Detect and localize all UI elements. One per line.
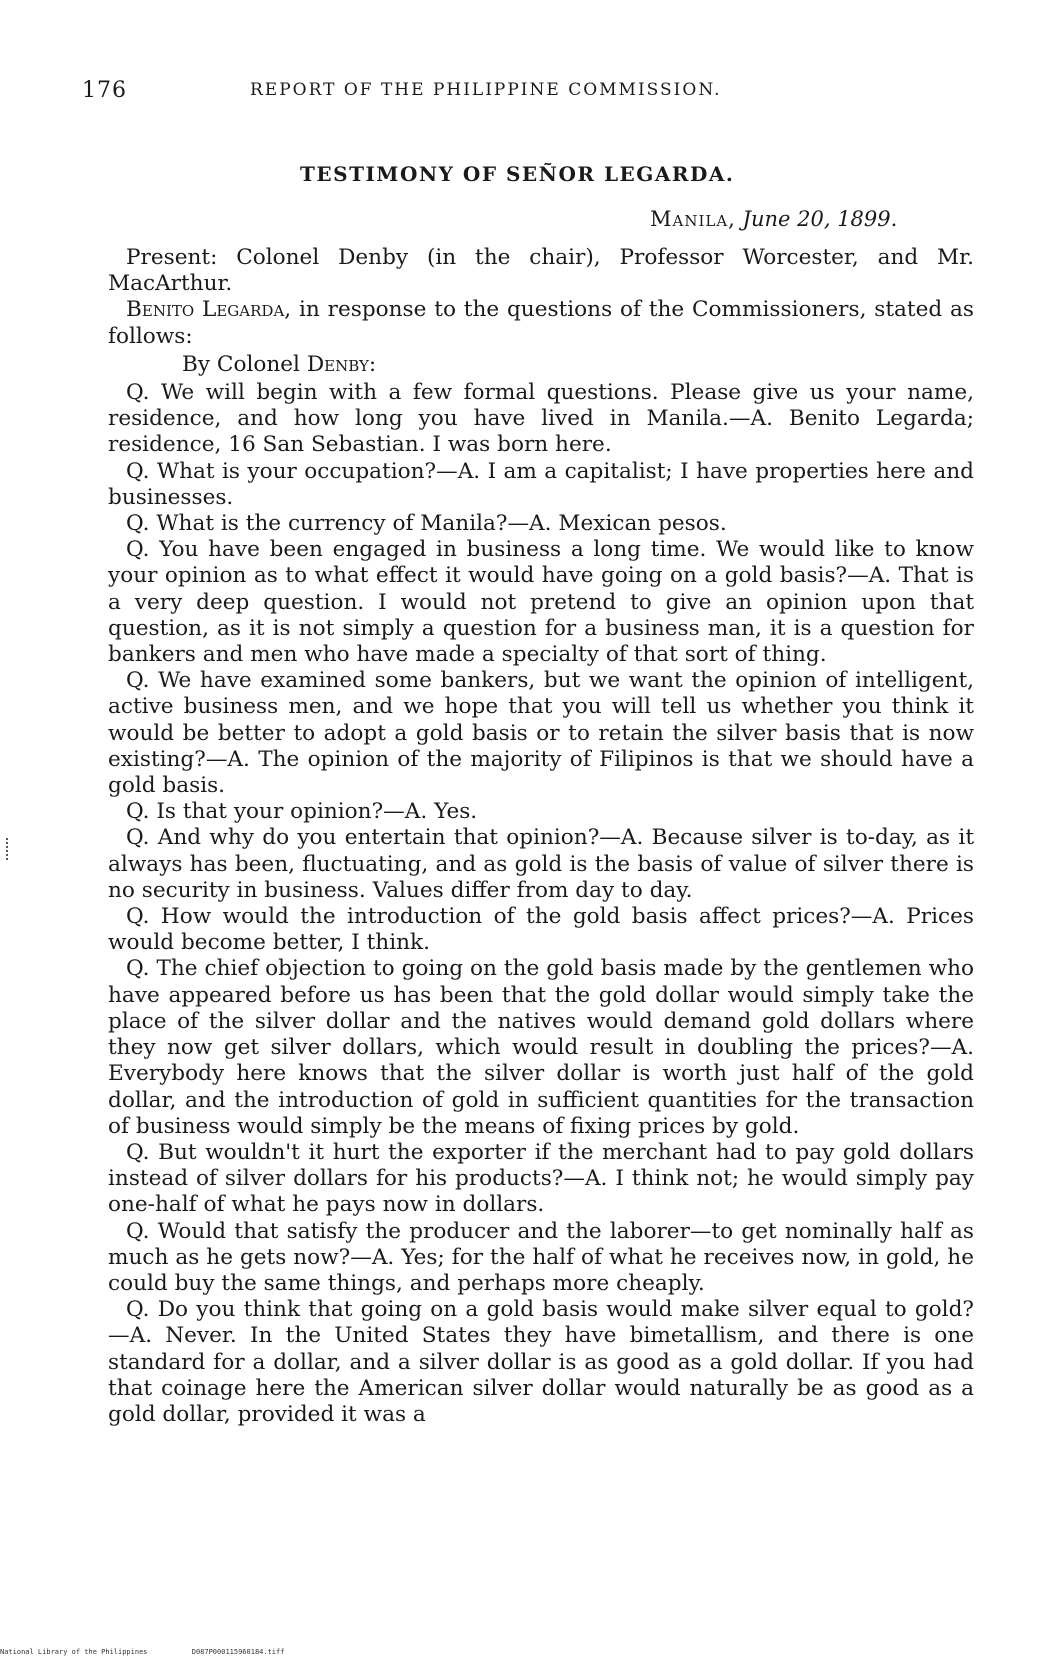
- qa-paragraph: Q. What is the currency of Manila?—A. Mexican pesos.: [126, 511, 727, 537]
- qa-paragraph: Q. Is that your opinion?—A. Yes.: [126, 799, 478, 825]
- qa-paragraph: Q. The chief objection to going on the gold basis made by the gentlemen who have appeared before us has been that the gold dollar would simply take the place of the silver dollar and the natives would demand gold dollars where they now get silver dollars, which would result in doubling the prices?—A. Everybody here knows that the silver dollar is worth just half of the gold dollar, and the introduction of gold in sufficient quantities for the transaction of business would simply be the means of fixing prices by gold.: [108, 956, 974, 1139]
- witness-paragraph: [108, 297, 974, 349]
- dateline: [650, 207, 897, 231]
- qa-paragraph: Q. And why do you entertain that opinion?—A. Because silver is to-day, as it always has been, fluctuating, and as gold is the basis of value of silver there is no security in business. Values differ from day to day.: [108, 825, 974, 903]
- page-number: 176: [82, 78, 127, 103]
- by-name: Denby:: [306, 351, 377, 377]
- qa-paragraph: Q. Do you think that going on a gold basis would make silver equal to gold?—A. Never. In the United States they have bimetallism, and there is one standard for a dollar, and a silver dollar is as good as a gold dollar. If you had that coinage here the American silver dollar would naturally be as good as a gold dollar, provided it was a: [108, 1297, 974, 1427]
- qa-paragraph: Q. You have been engaged in business a long time. We would like to know your opinion as to what effect it would have going on a gold basis?—A. That is a very deep question. I would not pretend to give an opinion upon that question, as it is not simply a question for a business man, it is a question for bankers and men who have made a specialty of that sort of thing.: [108, 537, 974, 668]
- witness-text: , in response to the questions of the Commissioners, stated as follows:: [108, 297, 974, 349]
- qa-paragraph: Q. Would that satisfy the producer and the laborer—to get nominally half as much as he gets now?—A. Yes; for the half of what he receives now, in gold, he could buy the same things, and perhaps more cheaply.: [108, 1218, 974, 1296]
- present-paragraph: Present: Colonel Denby (in the chair), Professor Worcester, and Mr. MacArthur.: [108, 245, 974, 297]
- by-prefix: By Colonel: [182, 351, 307, 377]
- running-head: REPORT OF THE PHILIPPINE COMMISSION.: [250, 80, 722, 100]
- qa-paragraph: Q. We will begin with a few formal questions. Please give us your name, residence, and how long you have lived in Manila.—A. Benito Legarda; residence, 16 San Sebastian. I was born here.: [108, 380, 974, 458]
- qa-paragraph: Q. We have examined some bankers, but we want the opinion of intelligent, active business men, and we hope that you will tell us whether you think it would be better to adopt a gold basis or to retain the silver basis that is now existing?—A. The opinion of the majority of Filipinos is that we should have a gold basis.: [108, 668, 974, 799]
- qa-paragraph: Q. But wouldn't it hurt the exporter if the merchant had to pay gold dollars instead of silver dollars for his products?—A. I think not; he would simply pay one-half of what he pays now in dollars.: [108, 1139, 974, 1218]
- qa-paragraph: Q. What is your occupation?—A. I am a capitalist; I have properties here and businesses.: [108, 458, 974, 510]
- dateline-date: June 20, 1899.: [742, 207, 898, 231]
- witness-name: Benito Legarda: [126, 297, 285, 323]
- margin-mark: [6, 838, 12, 860]
- scan-footer: [0, 1648, 324, 1656]
- by-line: [108, 352, 974, 378]
- footer-file: D087P000115960184.tiff: [191, 1648, 285, 1656]
- testimony-body: [108, 245, 974, 1428]
- dateline-place: Manila,: [650, 207, 736, 231]
- footer-source: National Library of the Philippines: [0, 1648, 148, 1656]
- qa-paragraph: Q. How would the introduction of the gold basis affect prices?—A. Prices would become better, I think.: [108, 904, 974, 956]
- testimony-title: TESTIMONY OF SEÑOR LEGARDA.: [300, 162, 735, 186]
